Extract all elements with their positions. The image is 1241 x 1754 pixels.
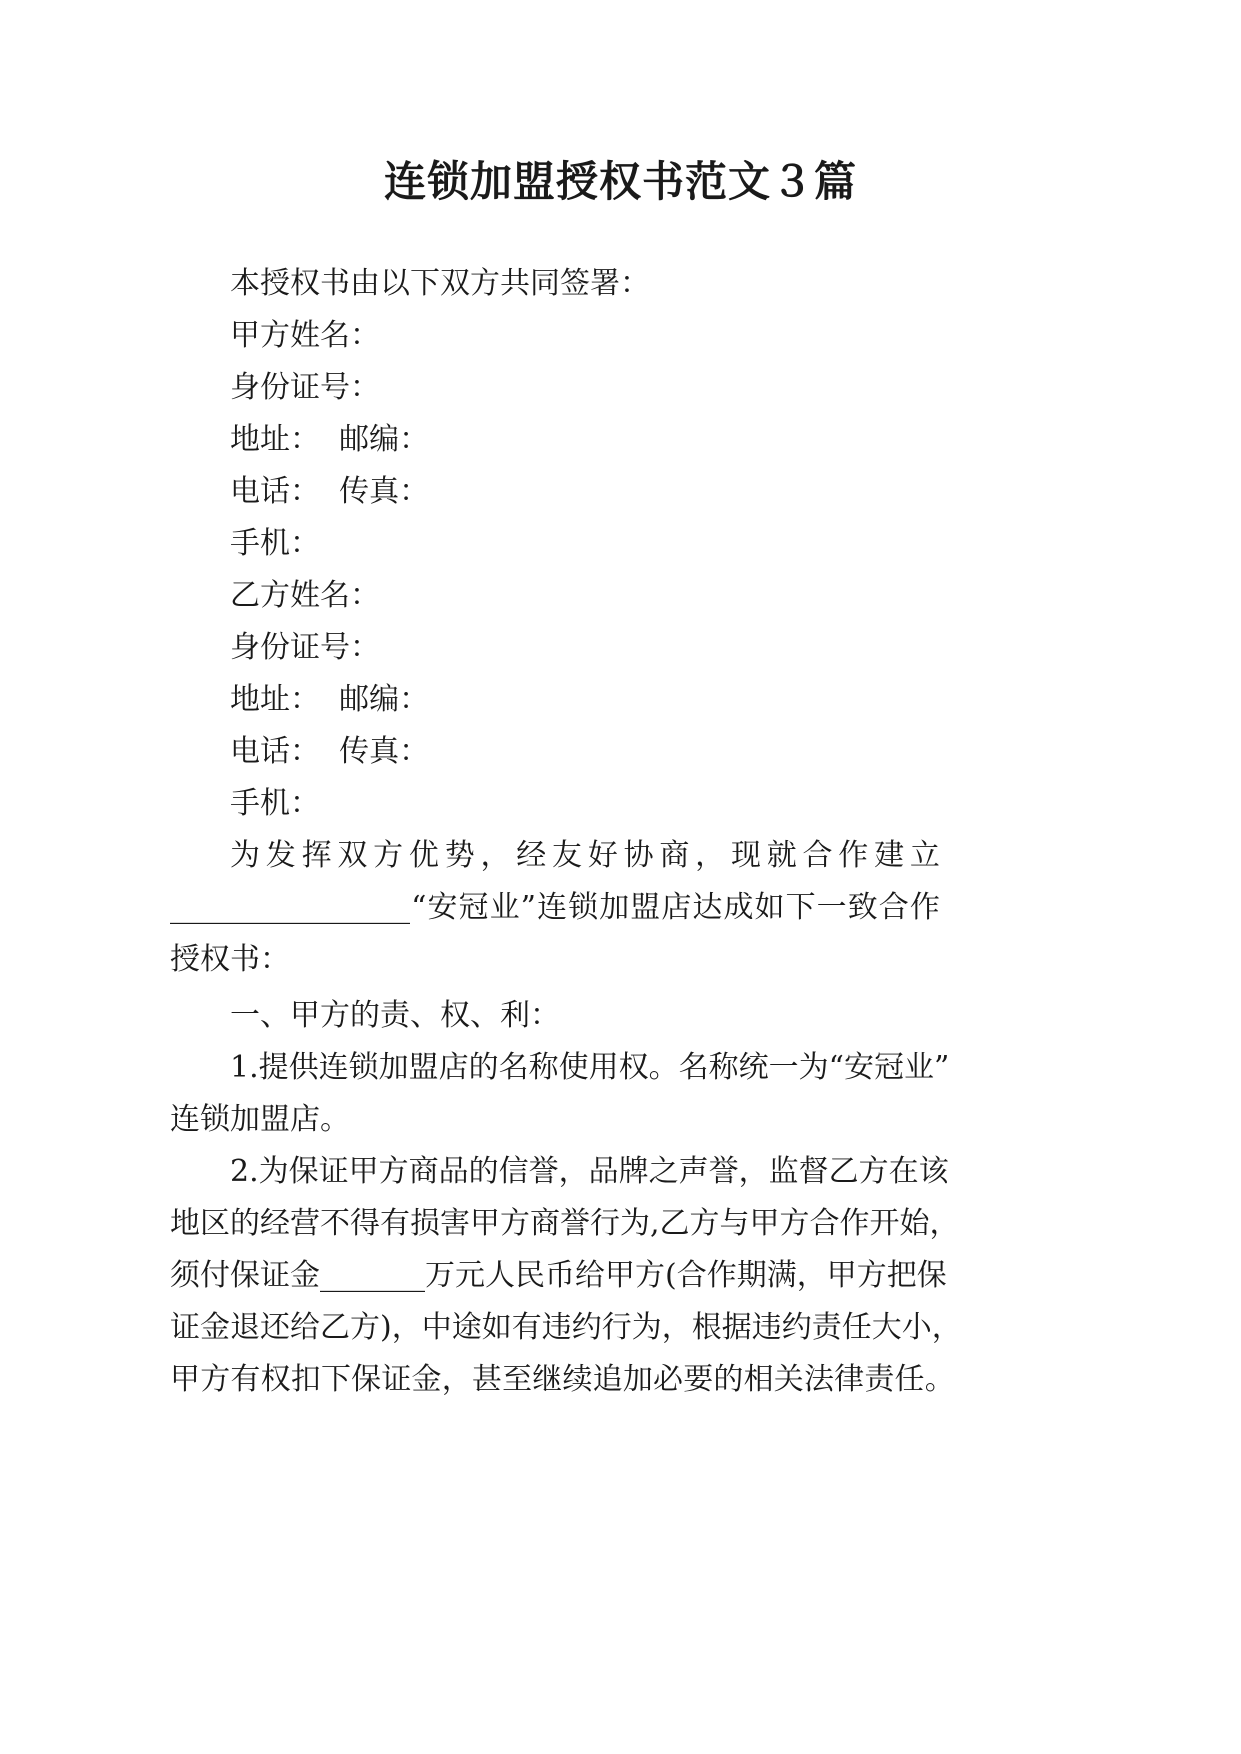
party-b-address: 地址： 邮编： [230, 682, 430, 717]
clause-2-line-1: 2 . 为 保 证 甲 方 商 品 的 信 誉 ， 品 牌 之 声 誉 ， 监 督 乙 方 在 该 [230, 1154, 949, 1189]
preamble-line-3: 授权书： [170, 942, 290, 977]
clause-2-line-2: 地 区 的 经 营 不 得 有 损 害 甲 方 商 誉 行 为 , 乙 方 与 甲 方 合 作 开 始 ， [170, 1206, 960, 1241]
document-title: 连锁加盟授权书范文３篇 [383, 157, 857, 206]
party-a-phone: 电话： 传真： [230, 474, 430, 509]
party-b-name: 乙方姓名： [230, 578, 380, 613]
clause-2-line-3: 须 付 保 证 金 _______ 万 元 人 民 币 给 甲 方 ( 合 作 期 满 ， 甲 方 把 保 [170, 1258, 947, 1293]
intro-line: 本授权书由以下双方共同签署： [230, 266, 650, 301]
party-a-address: 地址： 邮编： [230, 422, 430, 457]
party-a-mobile: 手机： [230, 526, 320, 561]
party-b-id: 身份证号： [230, 630, 380, 665]
party-b-phone: 电话： 传真： [230, 734, 430, 769]
party-b-mobile: 手机： [230, 786, 320, 821]
clause-1-line-1: 1 . 提 供 连 锁 加 盟 店 的 名 称 使 用 权 。 名 称 统 一 为 “ 安 冠 业 ” [230, 1050, 950, 1085]
preamble-line-1: 为 发 挥 双 方 优 势 ， 经 友 好 协 商 ， 现 就 合 作 建 立 [230, 838, 940, 873]
clause-2-line-5: 甲 方 有 权 扣 下 保 证 金 ， 甚 至 继 续 追 加 必 要 的 相 关 法 律 责 任 。 [170, 1362, 955, 1397]
section-heading-party-a: 一、甲方的责、权、利： [230, 998, 560, 1033]
clause-2-line-4: 证 金 退 还 给 乙 方 ) ， 中 途 如 有 违 约 行 为 ， 根 据 违 约 责 任 大 小 ， [170, 1310, 962, 1345]
clause-1-line-2: 连锁加盟店。 [170, 1102, 350, 1137]
party-a-id: 身份证号： [230, 370, 380, 405]
party-a-name: 甲方姓名： [230, 318, 380, 353]
preamble-line-2: ________________ “ 安 冠 业 ” 连 锁 加 盟 店 达 成 如 下 一 致 合 作 [170, 890, 940, 925]
